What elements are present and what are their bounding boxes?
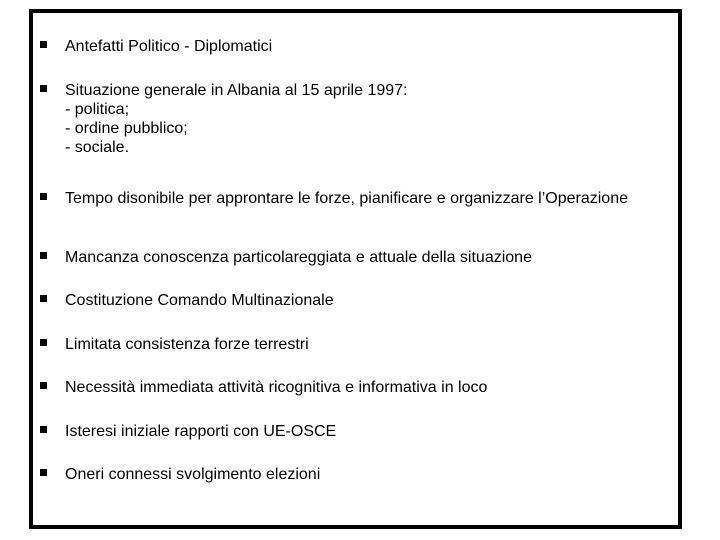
list-item-text: Necessità immediata attività ricognitiva e informativa in loco xyxy=(65,379,488,396)
slide-frame xyxy=(29,9,682,529)
list-item-text: Limitata consistenza forze terrestri xyxy=(65,336,309,353)
list-item-text: Isteresi iniziale rapporti con UE-OSCE xyxy=(65,423,337,440)
list-item-text: Situazione generale in Albania al 15 aprile 1997: xyxy=(65,82,408,99)
list-item-text: Costituzione Comando Multinazionale xyxy=(65,292,334,309)
square-bullet-icon xyxy=(40,382,47,389)
square-bullet-icon xyxy=(40,193,47,200)
square-bullet-icon xyxy=(40,339,47,346)
square-bullet-icon xyxy=(40,295,47,302)
list-item-text: Oneri connessi svolgimento elezioni xyxy=(65,466,321,483)
square-bullet-icon xyxy=(40,41,47,48)
sub-item: - politica; xyxy=(65,101,130,118)
square-bullet-icon xyxy=(40,469,47,476)
list-item-text: Tempo disonibile per approntare le forze, pianificare e organizzare l’Operazione xyxy=(65,190,628,207)
sub-item: - sociale. xyxy=(65,139,130,156)
list-item-text: Antefatti Politico - Diplomatici xyxy=(65,38,273,55)
square-bullet-icon xyxy=(40,426,47,433)
square-bullet-icon xyxy=(40,252,47,259)
square-bullet-icon xyxy=(40,85,47,92)
sub-item: - ordine pubblico; xyxy=(65,120,188,137)
list-item-text: Mancanza conoscenza particolareggiata e attuale della situazione xyxy=(65,249,532,266)
